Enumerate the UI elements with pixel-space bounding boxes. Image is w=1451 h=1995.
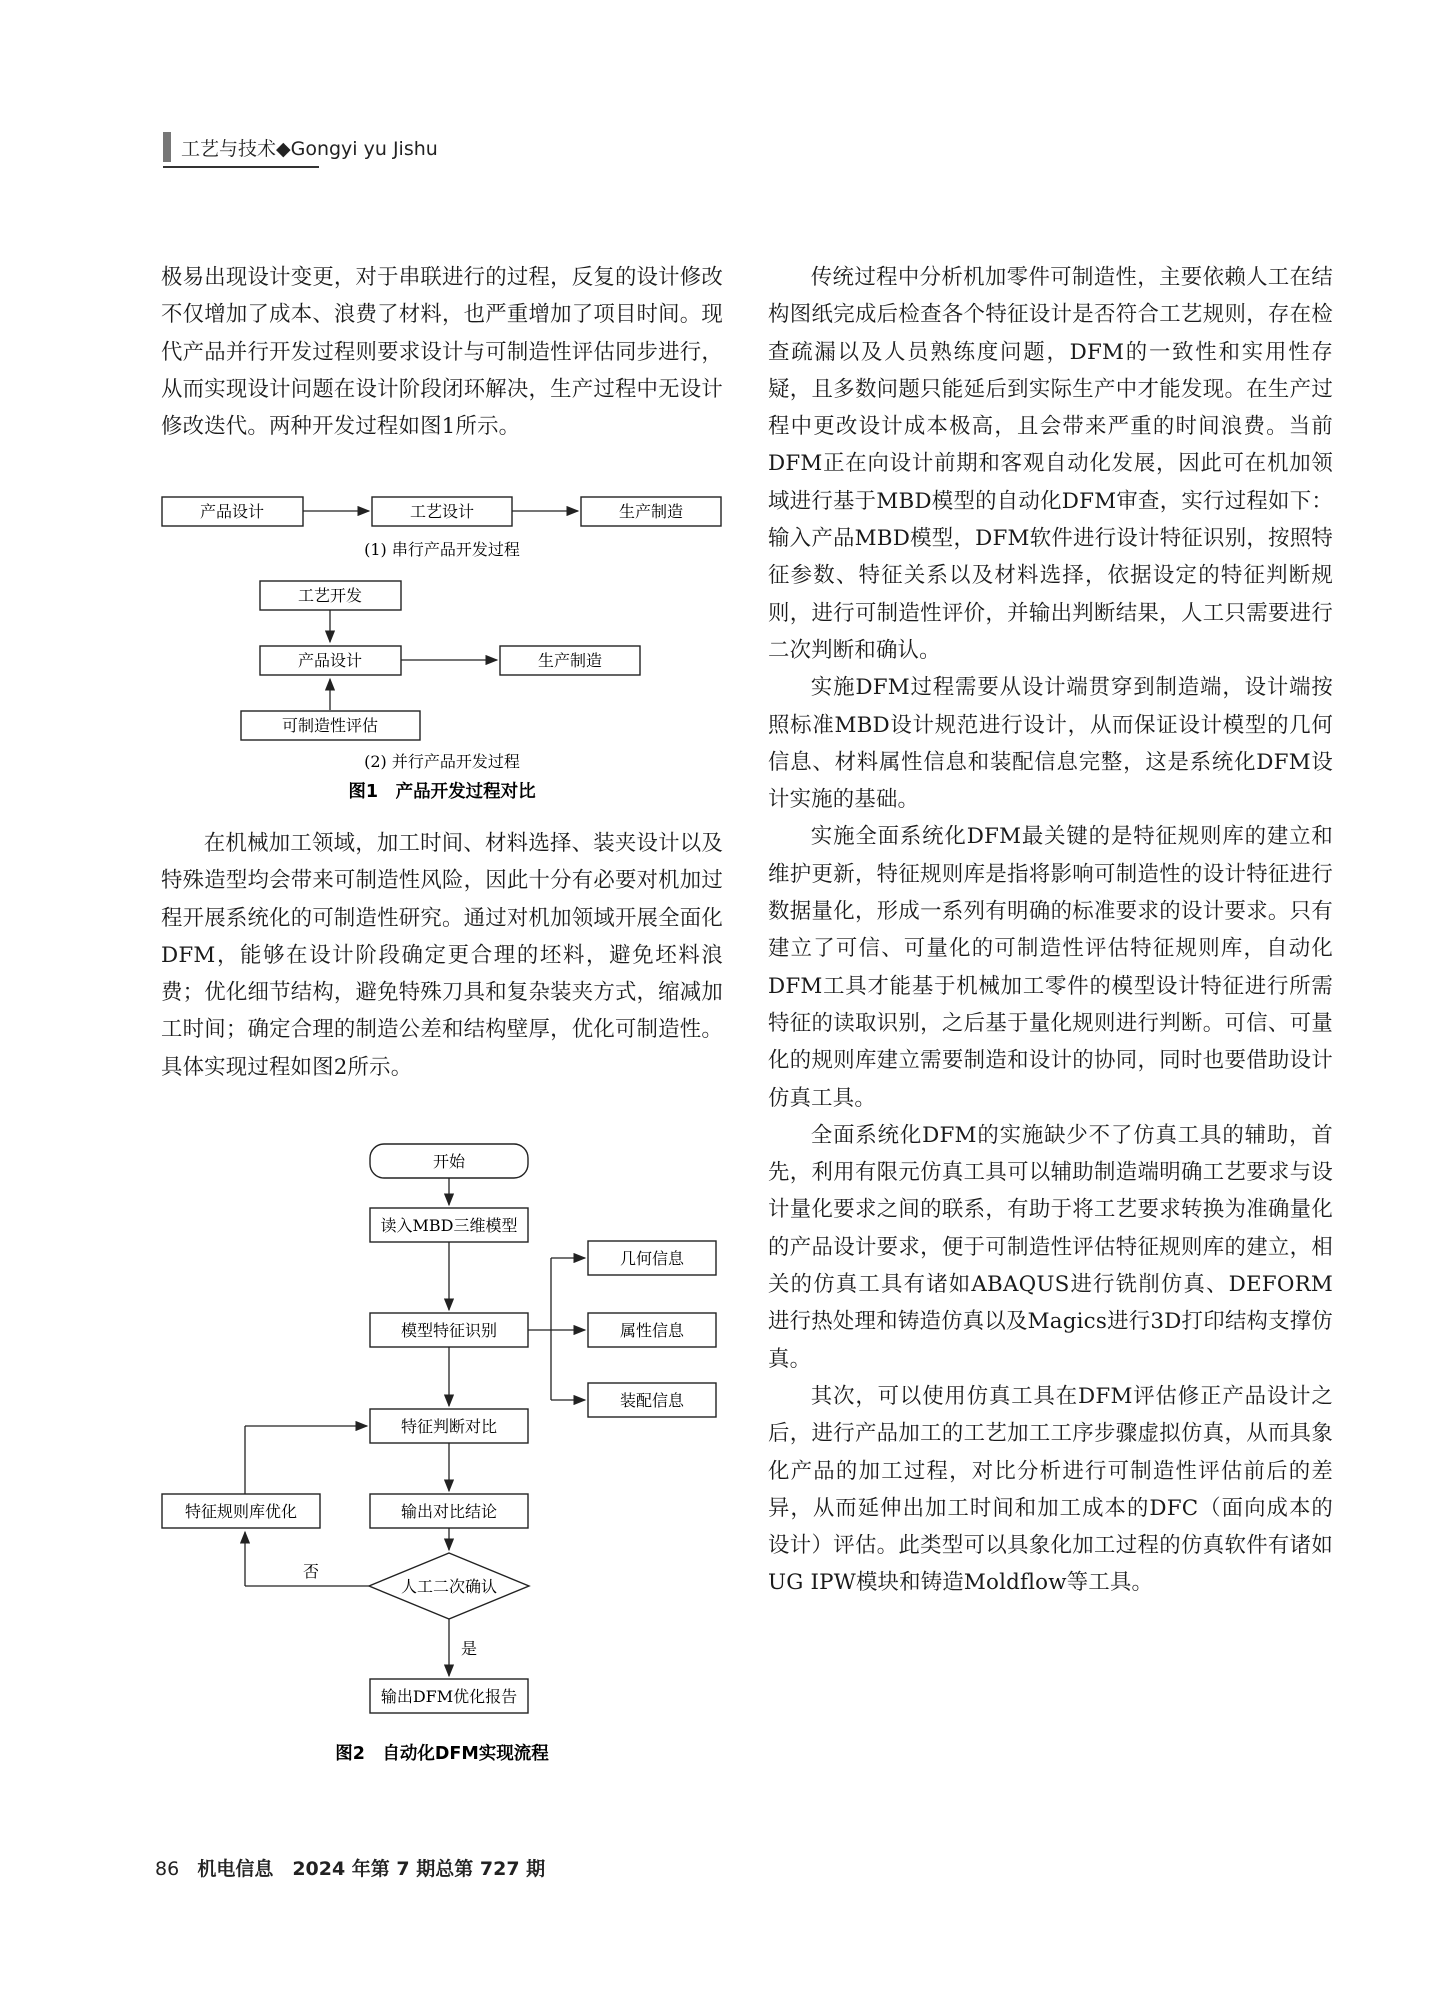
left-column-lower — [161, 825, 723, 1086]
serial-box-production-label: 生产制造 — [618, 502, 684, 521]
right-column — [768, 259, 1333, 1602]
figure-1-caption: 图1 产品开发过程对比 — [348, 782, 536, 802]
right-paragraph-3: 实施全面系统化DFM最关键的是特征规则库的建立和维护更新，特征规则库是指将影响可制造性的设计特征进行数据量化，形成一系列有明确的标准要求的设计要求。只有建立了可信、可量化的可制造性评估特征规则库，自动化DFM工具才能基于机械加工零件的模型设计特征进行所需特征的读取识别，之后基于量化规则进行判断。可信、可量化的规则库建立需要制造和设计的协同，同时也要借助设计仿真工具。 — [768, 824, 1333, 1111]
figure-1-diagram — [161, 496, 723, 826]
figure-2 — [161, 1143, 723, 1783]
flow-no-label: 否 — [302, 1562, 320, 1581]
right-paragraph-5: 其次，可以使用仿真工具在DFM评估修正产品设计之后，进行产品加工的工艺加工工序步骤虚拟仿真，从而具象化产品的加工过程，对比分析进行可制造性评估前后的差异，从而延伸出加工时间和加工成本的DFC（面向成本的设计）评估。此类型可以具象化加工过程的仿真软件有诸如UG IPW模块和铸造Moldflow等工具。 — [768, 1383, 1333, 1596]
figure-2-flowchart — [161, 1143, 723, 1783]
flow-read-model-label: 读入MBD三维模型 — [380, 1216, 518, 1235]
flow-conclusion-label: 输出对比结论 — [400, 1502, 498, 1521]
flow-recognize-label: 模型特征识别 — [400, 1321, 498, 1340]
serial-box-design-label: 产品设计 — [199, 502, 265, 521]
left-paragraph-2: 在机械加工领域，加工时间、材料选择、装夹设计以及特殊造型均会带来可制造性风险，因此十分有必要对机加过程开展系统化的可制造性研究。通过对机加领域开展全面化DFM，能够在设计阶段确定更合理的坯料，避免坯料浪费；优化细节结构，避免特殊刀具和复杂装夹方式，缩减加工时间；确定合理的制造公差和结构壁厚，优化可制造性。具体实现过程如图2所示。 — [161, 831, 723, 1080]
flow-optimize-label: 特征规则库优化 — [184, 1502, 298, 1521]
serial-caption: (1) 串行产品开发过程 — [364, 540, 520, 559]
right-paragraph-4: 全面系统化DFM的实施缺少不了仿真工具的辅助，首先，利用有限元仿真工具可以辅助制造端明确工艺要求与设计量化要求之间的联系，有助于将工艺要求转换为准确量化的产品设计要求，便于可制造性评估特征规则库的建立，相关的仿真工具有诸如ABAQUS进行铣削仿真、DEFORM进行热处理和铸造仿真以及Magics进行3D打印结构支撑仿真。 — [768, 1122, 1333, 1372]
flow-report-label: 输出DFM优化报告 — [380, 1687, 518, 1706]
figure-2-caption: 图2 自动化DFM实现流程 — [335, 1744, 549, 1764]
flow-compare-label: 特征判断对比 — [400, 1417, 498, 1436]
flow-geometry-info-label: 几何信息 — [619, 1249, 685, 1268]
parallel-box-production-label: 生产制造 — [537, 651, 603, 670]
flow-confirm-label: 人工二次确认 — [400, 1577, 498, 1596]
left-column — [161, 259, 723, 445]
left-paragraph-1: 极易出现设计变更，对于串联进行的过程，反复的设计修改不仅增加了成本、浪费了材料，也严重增加了项目时间。现代产品并行开发过程则要求设计与可制造性评估同步进行，从而实现设计问题在设计阶段闭环解决，生产过程中无设计修改迭代。两种开发过程如图1所示。 — [161, 265, 723, 440]
parallel-box-manufacturability-label: 可制造性评估 — [281, 716, 379, 735]
journal-info: 机电信息 2024 年第 7 期总第 727 期 — [197, 1858, 546, 1880]
serial-box-process-label: 工艺设计 — [409, 502, 475, 521]
parallel-box-process-dev-label: 工艺开发 — [297, 586, 363, 605]
flow-attribute-info-label: 属性信息 — [619, 1321, 685, 1340]
header-bar — [163, 132, 171, 162]
right-paragraph-1: 传统过程中分析机加零件可制造性，主要依赖人工在结构图纸完成后检查各个特征设计是否符合工艺规则，存在检查疏漏以及人员熟练度问题，DFM的一致性和实用性存疑，且多数问题只能延后到实际生产中才能发现。在生产过程中更改设计成本极高，且会带来严重的时间浪费。当前DFM正在向设计前期和客观自动化发展，因此可在机加领域进行基于MBD模型的自动化DFM审查，实行过程如下：输入产品MBD模型，DFM软件进行设计特征识别，按照特征参数、特征关系以及材料选择，依据设定的特征判断规则，进行可制造性评价，并输出判断结果，人工只需要进行二次判断和确认。 — [768, 265, 1333, 663]
running-header — [163, 130, 438, 164]
figure-1 — [161, 496, 723, 826]
page-number: 86 — [155, 1858, 180, 1880]
parallel-caption: (2) 并行产品开发过程 — [364, 752, 520, 771]
header-rule — [163, 166, 319, 168]
page-footer — [155, 1854, 545, 1881]
parallel-box-design-label: 产品设计 — [297, 651, 363, 670]
flow-yes-label: 是 — [460, 1639, 478, 1658]
flow-assembly-info-label: 装配信息 — [619, 1391, 685, 1410]
section-title: 工艺与技术◆Gongyi yu Jishu — [181, 137, 438, 160]
flow-start-label: 开始 — [432, 1152, 466, 1171]
right-paragraph-2: 实施DFM过程需要从设计端贯穿到制造端，设计端按照标准MBD设计规范进行设计，从而保证设计模型的几何信息、材料属性信息和装配信息完整，这是系统化DFM设计实施的基础。 — [768, 675, 1333, 813]
